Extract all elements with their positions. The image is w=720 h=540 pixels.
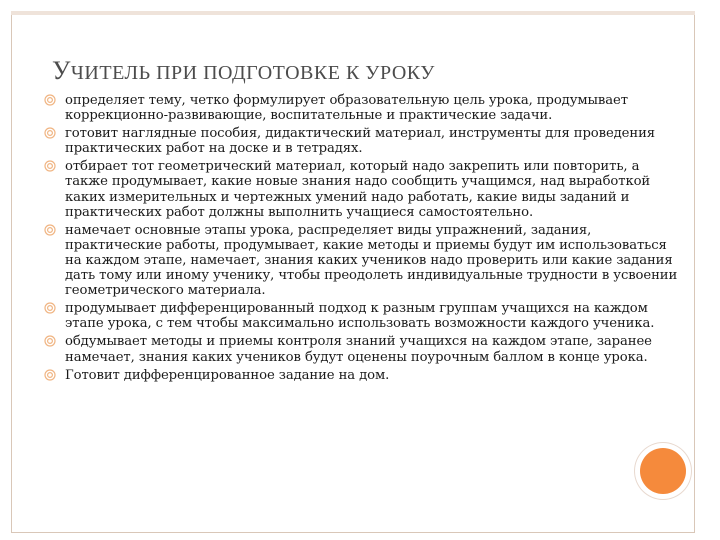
bullet-item — [44, 334, 684, 364]
frame-top-strip — [11, 11, 695, 15]
target-bullet-icon — [44, 160, 56, 172]
bullet-item — [44, 126, 684, 156]
bullet-item — [44, 159, 684, 219]
slide-title: УЧИТЕЛЬ ПРИ ПОДГОТОВКЕ К УРОКУ — [52, 56, 435, 85]
target-bullet-icon — [44, 127, 56, 139]
target-bullet-icon — [44, 369, 56, 381]
bullet-item — [44, 368, 684, 383]
bullet-list — [44, 93, 684, 386]
bullet-text: отбирает тот геометрический материал, который надо закрепить или повторить, а также продумывает, какие новые знания надо сообщить учащимся, над выработкой каких измерительных и чертежных умений надо работать, какие виды заданий и практических работ должны выполнить учащиеся самостоятельно. — [65, 159, 651, 220]
target-bullet-icon — [44, 224, 56, 236]
target-bullet-icon — [44, 335, 56, 347]
bullet-item — [44, 223, 684, 298]
bullet-text: Готовит дифференцированное задание на дом. — [65, 367, 390, 383]
bullet-text: определяет тему, четко формулирует образовательную цель урока, продумывает коррекционно-развивающие, воспитательные и практические задачи. — [65, 93, 628, 124]
bullet-text: готовит наглядные пособия, дидактический материал, инструменты для проведения практических работ на доске и в тетрадях. — [65, 126, 655, 157]
orange-accent-circle — [640, 448, 686, 494]
bullet-text: обдумывает методы и приемы контроля знаний учащихся на каждом этапе, заранее намечает, знания каких учеников будут оценены поурочным баллом в конце урока. — [65, 334, 652, 365]
bullet-item — [44, 301, 684, 331]
target-bullet-icon — [44, 302, 56, 314]
bullet-text: намечает основные этапы урока, распределяет виды упражнений, задания, практические работы, продумывает, какие методы и приемы будут им использоваться на каждом этапе, намечает, знания каких учеников надо проверить или какие задания дать тому или иному ученику, чтобы преодолеть индивидуальные трудности в усвоении геометрического материала. — [65, 222, 678, 299]
bullet-item — [44, 93, 684, 123]
target-bullet-icon — [44, 94, 56, 106]
bullet-text: продумывает дифференцированный подход к разным группам учащихся на каждом этапе урока, с тем чтобы максимально использовать возможности каждого ученика. — [65, 301, 655, 332]
